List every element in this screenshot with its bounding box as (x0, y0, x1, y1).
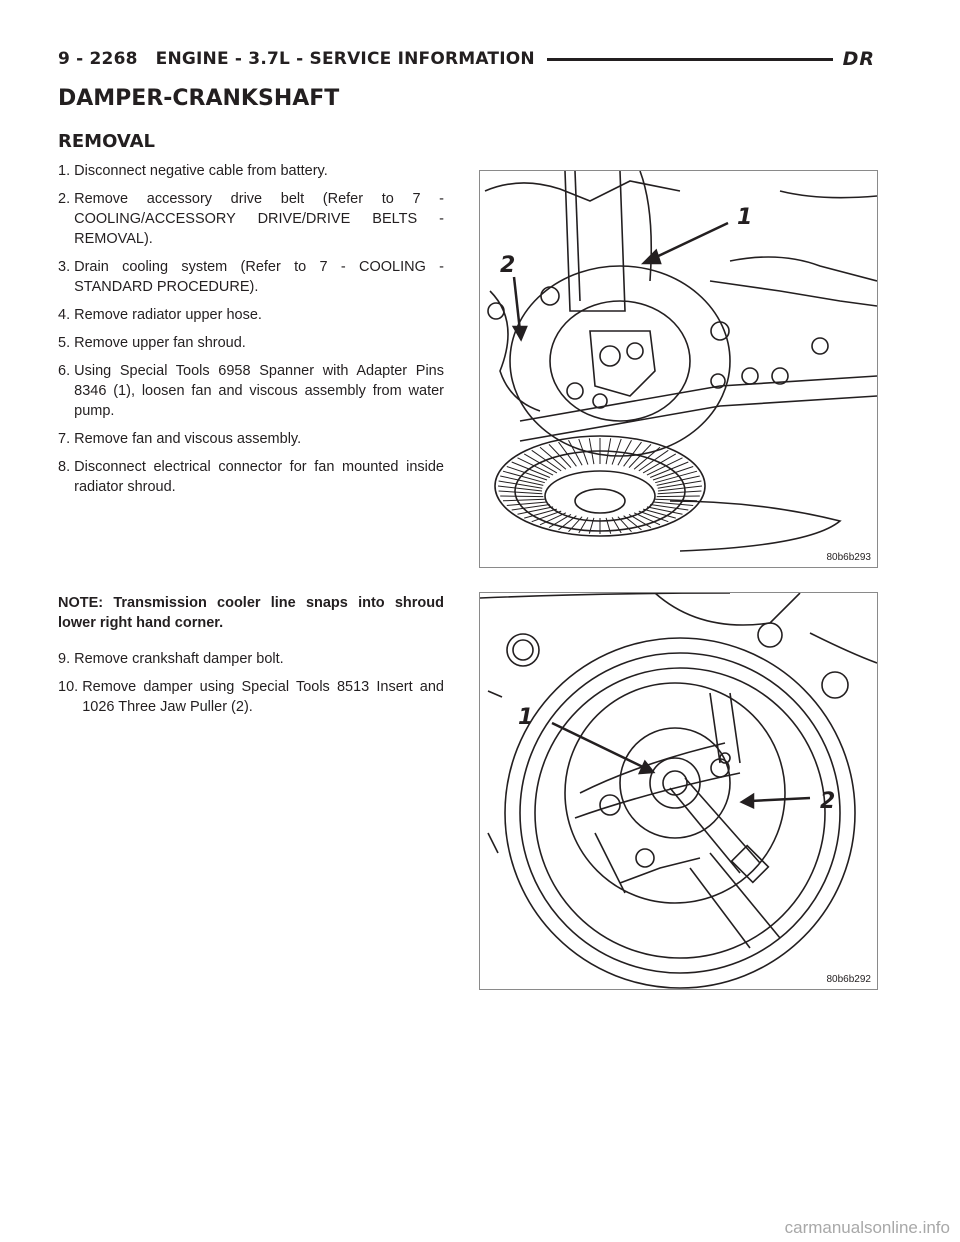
fan-fin (500, 496, 543, 497)
step-item: 1. Disconnect negative cable from battery. (58, 163, 328, 179)
fan-fin (634, 513, 660, 525)
subsection-title: REMOVAL (58, 131, 155, 152)
header-title: ENGINE - 3.7L - SERVICE INFORMATION (155, 49, 535, 69)
step-item: 7. Remove fan and viscous assembly. (58, 431, 302, 447)
step-item: 2. Remove accessory drive belt (Refer to 7 - COOLING/ACCESSORY DRIVE/DRIVE BELTS - REMOVAL). (58, 191, 444, 247)
fan-fin (507, 502, 547, 506)
step-item: 8. Disconnect electrical connector for fan mounted inside radiator shroud. (58, 459, 444, 495)
step-item: 5. Remove upper fan shroud. (58, 335, 246, 351)
page-number: 9 - 2268 (58, 49, 138, 69)
model-code: DR (842, 48, 875, 70)
figure-code: 80b6b292 (826, 974, 871, 985)
fan-fin (639, 511, 669, 522)
step-item: 4. Remove radiator upper hose. (58, 307, 262, 323)
fan-viscous-illustration (480, 171, 877, 567)
figure-code: 80b6b293 (826, 552, 871, 563)
site-watermark: carmanualsonline.info (784, 1218, 950, 1237)
fan-fin (559, 442, 577, 466)
steps-list-b (58, 593, 444, 725)
fan-fin (658, 491, 702, 494)
fan-fin (499, 491, 543, 494)
callout-2: 2 (500, 253, 516, 278)
fan-fin (653, 502, 693, 506)
step-item: 9. Remove crankshaft damper bolt. (58, 651, 284, 667)
steps-list-a (58, 161, 444, 505)
step-item: 10. Remove damper using Special Tools 8513 Insert and 1026 Three Jaw Puller (2). (58, 679, 444, 715)
callout-1: 1 (737, 205, 753, 230)
section-title: DAMPER-CRANKSHAFT (58, 86, 340, 111)
step-item: 6. Using Special Tools 6958 Spanner with Adapter Pins 8346 (1), loosen fan and viscous assembly from water pump. (58, 363, 444, 419)
figure-fan-viscous-removal (479, 170, 878, 568)
damper-puller-illustration (480, 593, 877, 989)
page-header (58, 44, 875, 74)
fan-fin (540, 513, 566, 525)
callout-2: 2 (820, 789, 836, 814)
step-item: 3. Drain cooling system (Refer to 7 - COOLING - STANDARD PROCEDURE). (58, 259, 444, 295)
callout-1: 1 (518, 705, 534, 730)
fan-fin (532, 511, 562, 522)
figure-damper-puller (479, 592, 878, 990)
note-text: NOTE: Transmission cooler line snaps into shroud lower right hand corner. (58, 595, 444, 631)
header-rule (547, 58, 833, 61)
fan-fin (503, 499, 545, 501)
fan-fin (657, 496, 700, 497)
